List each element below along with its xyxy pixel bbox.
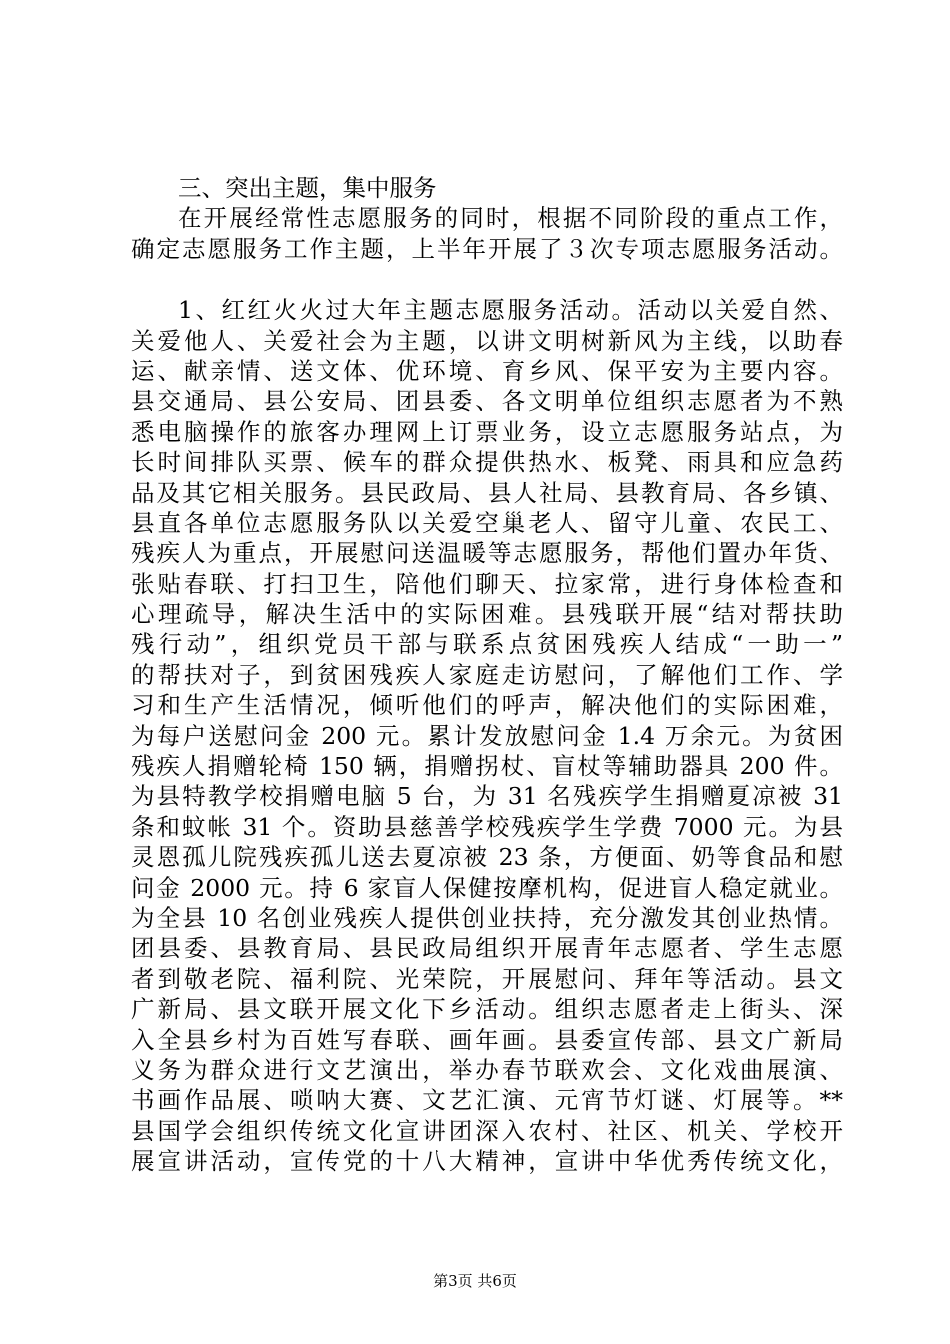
paragraph-line: 为每户送慰问金 200 元。累计发放慰问金 1.4 万余元。为贫困 bbox=[131, 721, 843, 750]
paragraph-line: 入全县乡村为百姓写春联、画年画。县委宣传部、县文广新局 bbox=[131, 1025, 843, 1054]
intro-line: 在开展经常性志愿服务的同时，根据不同阶段的重点工作， bbox=[178, 204, 843, 233]
page-number-footer: 第3页 共6页 bbox=[433, 1272, 517, 1290]
paragraph-line: 的帮扶对子，到贫困残疾人家庭走访慰问，了解他们工作、学 bbox=[131, 660, 843, 689]
paragraph-line: 问金 2000 元。持 6 家盲人保健按摩机构，促进盲人稳定就业。 bbox=[131, 873, 843, 902]
intro-line: 确定志愿服务工作主题，上半年开展了３次专项志愿服务活动。 bbox=[131, 234, 843, 263]
paragraph-line: 团县委、县教育局、县民政局组织开展青年志愿者、学生志愿 bbox=[131, 934, 843, 963]
paragraph-line: 习和生产生活情况，倾听他们的呼声，解决他们的实际困难， bbox=[131, 691, 843, 720]
document-body bbox=[131, 173, 843, 1177]
paragraph-line: 县国学会组织传统文化宣讲团深入农村、社区、机关、学校开 bbox=[131, 1116, 843, 1145]
paragraph-line: 为县特教学校捐赠电脑 5 台，为 31 名残疾学生捐赠夏凉被 31 bbox=[131, 782, 843, 811]
paragraph-line: 长时间排队买票、候车的群众提供热水、板凳、雨具和应急药 bbox=[131, 448, 843, 477]
paragraph-line: 残行动”，组织党员干部与联系点贫困残疾人结成“一助一” bbox=[131, 630, 843, 659]
paragraph-line: 灵恩孤儿院残疾孤儿送去夏凉被 23 条，方便面、奶等食品和慰 bbox=[131, 843, 843, 872]
paragraph-line: 残疾人为重点，开展慰问送温暖等志愿服务，帮他们置办年货、 bbox=[131, 539, 843, 568]
paragraph-line: 品及其它相关服务。县民政局、县人社局、县教育局、各乡镇、 bbox=[131, 478, 843, 507]
paragraph-line: 县交通局、县公安局、团县委、各文明单位组织志愿者为不熟 bbox=[131, 387, 843, 416]
paragraph-line: 者到敬老院、福利院、光荣院，开展慰问、拜年等活动。县文 bbox=[131, 964, 843, 993]
paragraph-line: 条和蚊帐 31 个。资助县慈善学校残疾学生学费 7000 元。为县 bbox=[131, 812, 843, 841]
paragraph-line: 书画作品展、唢呐大赛、文艺汇演、元宵节灯谜、灯展等。** bbox=[131, 1086, 843, 1115]
paragraph-gap bbox=[131, 264, 843, 295]
paragraph-line: 义务为群众进行文艺演出，举办春节联欢会、文化戏曲展演、 bbox=[131, 1055, 843, 1084]
paragraph-line: 残疾人捐赠轮椅 150 辆，捐赠拐杖、盲杖等辅助器具 200 件。 bbox=[131, 752, 843, 781]
paragraph-line: 广新局、县文联开展文化下乡活动。组织志愿者走上街头、深 bbox=[131, 995, 843, 1024]
paragraph-line: 关爱他人、关爱社会为主题，以讲文明树新风为主线，以助春 bbox=[131, 326, 843, 355]
paragraph-line: 县直各单位志愿服务队以关爱空巢老人、留守儿童、农民工、 bbox=[131, 508, 843, 537]
paragraph-line: 悉电脑操作的旅客办理网上订票业务，设立志愿服务站点，为 bbox=[131, 417, 843, 446]
paragraph-line: 张贴春联、打扫卫生，陪他们聊天、拉家常，进行身体检查和 bbox=[131, 569, 843, 598]
paragraph-line: 1、红红火火过大年主题志愿服务活动。活动以关爱自然、 bbox=[178, 296, 843, 325]
paragraph-line: 展宣讲活动，宣传党的十八大精神，宣讲中华优秀传统文化， bbox=[131, 1147, 843, 1176]
paragraph-line: 心理疏导，解决生活中的实际困难。县残联开展“结对帮扶助 bbox=[131, 600, 843, 629]
paragraph-line: 为全县 10 名创业残疾人提供创业扶持，充分激发其创业热情。 bbox=[131, 903, 843, 932]
section-heading: 三、突出主题，集中服务 bbox=[178, 174, 437, 202]
paragraph-line: 运、献亲情、送文体、优环境、育乡风、保平安为主要内容。 bbox=[131, 356, 843, 385]
